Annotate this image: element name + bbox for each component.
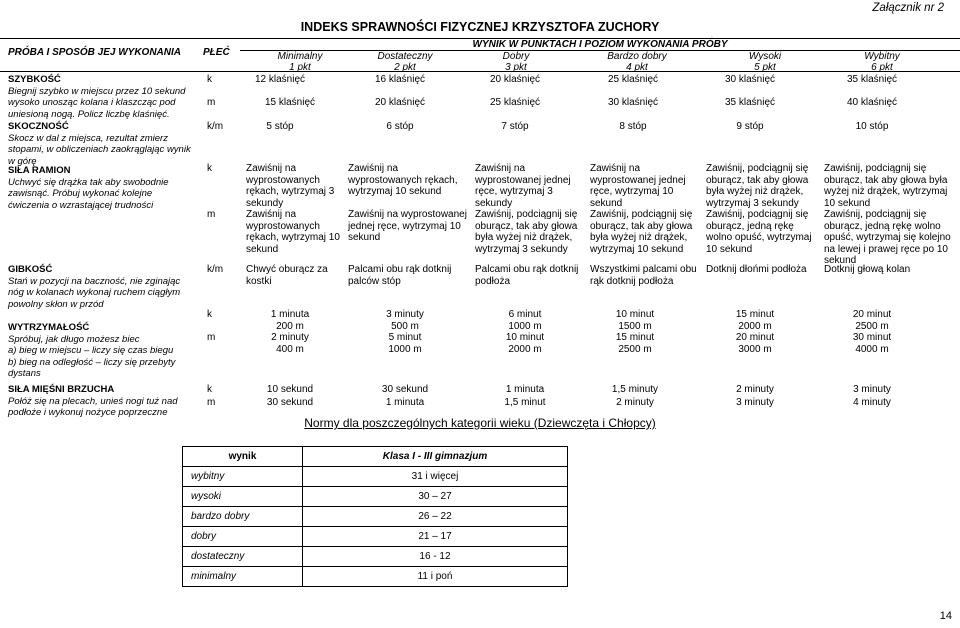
trial-flexibility [8, 264, 193, 310]
abs-m-4: 2 minuty [616, 397, 654, 408]
sex-label: m [207, 97, 216, 108]
abs-k-2: 30 sekund [381, 384, 429, 395]
endurance-k-2: 3 minuty 500 m [386, 309, 424, 332]
sex-label: m [207, 332, 216, 343]
endurance-m-5: 20 minut 3000 m [735, 332, 775, 355]
norms-label: bardzo dobry [183, 507, 303, 527]
strength-m-1: Zawiśnij na wyprostowanych rękach, wytrzymaj 10 sekund [246, 209, 340, 255]
strength-k-5: Zawiśnij, podciągnij się oburącz, tak aby głowa była wyżej niż drążek, wytrzymaj 3 sekundy [706, 163, 809, 209]
category-high: Wysoki 5 pkt [748, 51, 782, 73]
speed-k-5: 30 klaśnięć [724, 74, 776, 85]
table-row [183, 487, 568, 507]
jump-5: 9 stóp [736, 121, 764, 132]
strength-k-6: Zawiśnij, podciągnij się oburącz, tak aby głowa była wyżej niż drążek, wytrzymaj 10 sekund [824, 163, 948, 209]
page-number: 14 [939, 610, 952, 622]
norms-label: minimalny [183, 567, 303, 587]
flex-5: Dotknij dłońmi podłoża [706, 264, 807, 275]
jump-6: 10 stóp [855, 121, 889, 132]
flex-4: Wszystkimi palcami obu rąk dotknij podłoża [590, 264, 697, 287]
trial-flexibility-desc: Stań w pozycji na baczność, nie zginając nóg w kolanach wykonaj ruchem ciągłym powolny skłon w przód [8, 275, 181, 310]
speed-k-6: 35 klaśnięć [846, 74, 898, 85]
norms-label: dostateczny [183, 547, 303, 567]
abs-m-3: 1,5 minut [504, 397, 546, 408]
category-outstanding: Wybitny 6 pkt [864, 51, 900, 73]
norms-label: wysoki [183, 487, 303, 507]
trial-strength-desc: Uchwyć się drążka tak aby swobodnie zawisnąć. Próbuj wykonać kolejne ćwiczenia o wzrastającej trudności [8, 176, 169, 211]
endurance-m-4: 15 minut 2500 m [615, 332, 655, 355]
flex-2: Palcami obu rąk dotknij palców stóp [348, 264, 452, 287]
annex-label: Załącznik nr 2 [872, 2, 944, 14]
sex-label: k/m [207, 264, 224, 275]
speed-m-2: 20 klaśnięć [374, 97, 426, 108]
speed-m-3: 25 klaśnięć [489, 97, 541, 108]
strength-k-4: Zawiśnij na wyprostowanej jednej ręce, wytrzymaj 10 sekund [590, 163, 686, 209]
category-minimal: Minimalny 1 pkt [277, 51, 323, 73]
norms-table [182, 446, 568, 587]
speed-k-2: 16 klaśnięć [374, 74, 426, 85]
trial-endurance-desc: Spróbuj, jak długo możesz biec [8, 333, 140, 345]
sex-label: k/m [207, 121, 224, 132]
table-row [183, 467, 568, 487]
norms-value: 16 - 12 [303, 547, 568, 567]
norms-value: 30 – 27 [303, 487, 568, 507]
category-good: Dobry 3 pkt [502, 51, 530, 73]
trial-endurance-desc-b: b) bieg na odległość – liczy się przebyty dystans [8, 356, 176, 379]
trial-strength [8, 165, 193, 211]
trial-abs-desc: Połóż się na plecach, unieś nogi tuż nad podłoże i wykonuj nożyce poprzeczne [8, 395, 178, 418]
abs-k-6: 3 minuty [853, 384, 891, 395]
speed-m-5: 35 klaśnięć [724, 97, 776, 108]
strength-k-3: Zawiśnij na wyprostowanej jednej ręce, wytrzymaj 3 sekundy [475, 163, 571, 209]
abs-k-4: 1,5 minuty [611, 384, 659, 395]
strength-m-4: Zawiśnij, podciągnij się oburącz, tak aby głowa była wyżej niż drążek, wytrzymaj 10 sekund [590, 209, 693, 255]
norms-value: 26 – 22 [303, 507, 568, 527]
endurance-k-6: 20 minut 2500 m [852, 309, 892, 332]
trial-endurance-desc-a: a) bieg w miejscu – liczy się czas biegu [8, 345, 174, 356]
norms-title: Normy dla poszczególnych kategorii wieku (Dziewczęta i Chłopcy) [304, 416, 656, 430]
trial-abs [8, 384, 193, 419]
table-row [183, 567, 568, 587]
jump-2: 6 stóp [386, 121, 414, 132]
trial-endurance [8, 322, 193, 380]
trial-strength-title: SIŁA RAMION [8, 165, 71, 176]
norms-col-class: Klasa I - III gimnazjum [303, 447, 568, 467]
strength-m-5: Zawiśnij, podciągnij się oburącz, jedną rękę wolno opuść, wytrzymaj 10 sekund [706, 209, 812, 255]
table-header [0, 38, 960, 72]
abs-m-2: 1 minuta [385, 397, 425, 408]
trial-jump-desc: Skocz w dal z miejsca, rezultat zmierz stopami, w obliczeniach zaokrąglając wynik w górę [8, 132, 191, 167]
endurance-k-5: 15 minut 2000 m [735, 309, 775, 332]
strength-k-2: Zawiśnij na wyprostowanych rękach, wytrzymaj 10 sekund [348, 163, 458, 197]
endurance-k-1: 1 minuta 200 m [270, 309, 310, 332]
trial-speed-desc: Biegnij szybko w miejscu przez 10 sekund wysoko unosząc kolana i klaszcząc pod uniesioną nogą. Policz liczbę klaśnięć. [8, 85, 186, 120]
table-row [183, 447, 568, 467]
speed-m-6: 40 klaśnięć [846, 97, 898, 108]
header-sex: PŁEĆ [203, 47, 230, 58]
endurance-m-2: 5 minut 1000 m [388, 332, 422, 355]
abs-k-1: 10 sekund [266, 384, 314, 395]
speed-m-4: 30 klaśnięć [607, 97, 659, 108]
header-trial: PRÓBA I SPOSÓB JEJ WYKONANIA [8, 47, 181, 58]
sex-label: k [207, 384, 212, 395]
strength-m-2: Zawiśnij na wyprostowanej jednej ręce, wytrzymaj 10 sekund [348, 209, 467, 243]
norms-label: dobry [183, 527, 303, 547]
strength-m-3: Zawiśnij, podciągnij się oburącz, tak aby głowa była wyżej niż drążek, wytrzymaj 3 sekundy [475, 209, 578, 255]
abs-m-5: 3 minuty [736, 397, 774, 408]
endurance-k-4: 10 minut 1500 m [615, 309, 655, 332]
speed-m-1: 15 klaśnięć [264, 97, 316, 108]
jump-4: 8 stóp [619, 121, 647, 132]
speed-k-3: 20 klaśnięć [489, 74, 541, 85]
norms-value: 11 i poń [303, 567, 568, 587]
sex-label: k [207, 74, 212, 85]
flex-3: Palcami obu rąk dotknij podłoża [475, 264, 579, 287]
trial-endurance-title: WYTRZYMAŁOŚĆ [8, 322, 90, 333]
trial-flexibility-title: GIBKOŚĆ [8, 264, 53, 275]
sex-label: m [207, 397, 216, 408]
trial-speed-title: SZYBKOŚĆ [8, 74, 61, 85]
category-very-good: Bardzo dobry 4 pkt [607, 51, 667, 73]
norms-value: 31 i więcej [303, 467, 568, 487]
abs-m-1: 30 sekund [266, 397, 314, 408]
category-sufficient: Dostateczny 2 pkt [377, 51, 433, 73]
jump-3: 7 stóp [501, 121, 529, 132]
strength-m-6: Zawiśnij, podciągnij się oburącz, jedną rękę wolno opuść, wytrzymaj się kolejno na lewej i prawej ręce po 10 sekund [824, 209, 951, 266]
abs-m-6: 4 minuty [853, 397, 891, 408]
trial-speed [8, 74, 193, 120]
jump-1: 5 stóp [266, 121, 294, 132]
table-row [183, 547, 568, 567]
speed-k-1: 12 klaśnięć [254, 74, 306, 85]
endurance-k-3: 6 minut 1000 m [508, 309, 542, 332]
flex-6: Dotknij głową kolan [824, 264, 911, 275]
trial-abs-title: SIŁA MIĘŚNI BRZUCHA [8, 384, 115, 395]
trial-jump [8, 121, 193, 167]
endurance-m-1: 2 minuty 400 m [271, 332, 309, 355]
trial-jump-title: SKOCZNOŚĆ [8, 121, 69, 132]
strength-k-1: Zawiśnij na wyprostowanych rękach, wytrzymaj 3 sekundy [246, 163, 335, 209]
table-row [183, 507, 568, 527]
speed-k-4: 25 klaśnięć [607, 74, 659, 85]
sex-label: m [207, 209, 216, 220]
document-title: INDEKS SPRAWNOŚCI FIZYCZNEJ KRZYSZTOFA ZUCHORY [300, 20, 660, 34]
flex-1: Chwyć oburącz za kostki [246, 264, 328, 287]
header-results: WYNIK W PUNKTACH I POZIOM WYKONANIA PRÓBY [472, 39, 728, 50]
endurance-m-6: 30 minut 4000 m [852, 332, 892, 355]
abs-k-5: 2 minuty [736, 384, 774, 395]
norms-col-result: wynik [183, 447, 303, 467]
endurance-m-3: 10 minut 2000 m [505, 332, 545, 355]
norms-label: wybitny [183, 467, 303, 487]
abs-k-3: 1 minuta [505, 384, 545, 395]
table-row [183, 527, 568, 547]
norms-value: 21 – 17 [303, 527, 568, 547]
sex-label: k [207, 163, 212, 174]
sex-label: k [207, 309, 212, 320]
